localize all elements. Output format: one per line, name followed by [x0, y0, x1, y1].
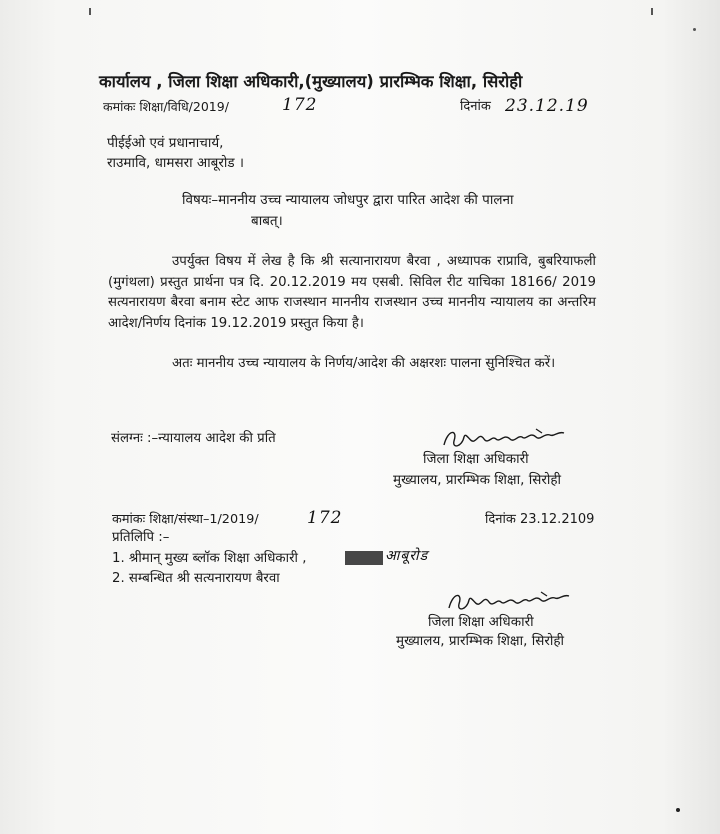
subject-line-1: विषयः–माननीय उच्च न्यायालय जोधपुर द्वारा पारित आदेश की पालना	[182, 192, 514, 208]
scan-mark	[89, 8, 91, 15]
copy-reference-number: कमांकः शिक्षा/संस्था–1/2019/	[112, 512, 259, 527]
signature-2-office: मुख्यालय, प्रारम्भिक शिक्षा, सिरोही	[396, 633, 564, 649]
copy-label: प्रतिलिपि :–	[112, 530, 170, 545]
scan-mark	[693, 28, 696, 31]
reference-handwritten: 172	[282, 95, 318, 115]
body-paragraph-1: उपर्युक्त विषय में लेख है कि श्री सत्यानारायण बैरवा , अध्यापक राप्रावि, बुबरियाफली (मुगंथला) प्रस्तुत प्रार्थना पत्र दि. 20.12.2019 मय एसबी. सिविल रीट याचिका 18166/ 2019 सत्यनारायण बैरवा बनाम स्टेट आफ राजस्थान माननीय राजस्थान उच्च माननीय न्यायालय का अन्तरिम आदेश/निर्णय दिनांक 19.12.2019 प्रस्तुत किया है।	[108, 254, 596, 331]
scan-mark	[651, 8, 653, 15]
copy-item-1-handwritten: आबूरोड	[385, 548, 429, 564]
date-label: दिनांक	[460, 99, 491, 114]
signature-1-designation: जिला शिक्षा अधिकारी	[423, 451, 529, 467]
date-handwritten: 23.12.19	[505, 96, 589, 116]
recipient-line-2: राउमावि, धामसरा आबूरोड ।	[107, 155, 245, 171]
signature-1-office: मुख्यालय, प्रारम्भिक शिक्षा, सिरोही	[393, 472, 561, 488]
signature-2-designation: जिला शिक्षा अधिकारी	[428, 614, 534, 630]
subject-line-2: बाबत्।	[251, 213, 283, 229]
office-title: कार्यालय , जिला शिक्षा अधिकारी,(मुख्यालय) प्रारम्भिक शिक्षा, सिरोही	[99, 72, 523, 91]
copy-item-1: 1. श्रीमान् मुख्य ब्लॉक शिक्षा अधिकारी ,	[112, 551, 307, 566]
copy-item-2: 2. सम्बन्धित श्री सत्यनारायण बैरवा	[112, 571, 280, 586]
body-paragraph-2: अतः माननीय उच्च न्यायालय के निर्णय/आदेश की अक्षरशः पालना सुनिश्चित करें।	[172, 356, 556, 371]
enclosure-note: संलग्नः :–न्यायालय आदेश की प्रति	[111, 431, 276, 446]
scan-dot	[676, 808, 680, 812]
strike-out-mark	[345, 551, 383, 565]
copy-date: दिनांक 23.12.2109	[485, 512, 595, 527]
reference-number: कमांकः शिक्षा/विधि/2019/	[103, 99, 229, 114]
copy-reference-handwritten: 172	[307, 508, 343, 528]
recipient-line-1: पीईईओ एवं प्रधानाचार्य,	[107, 135, 224, 151]
